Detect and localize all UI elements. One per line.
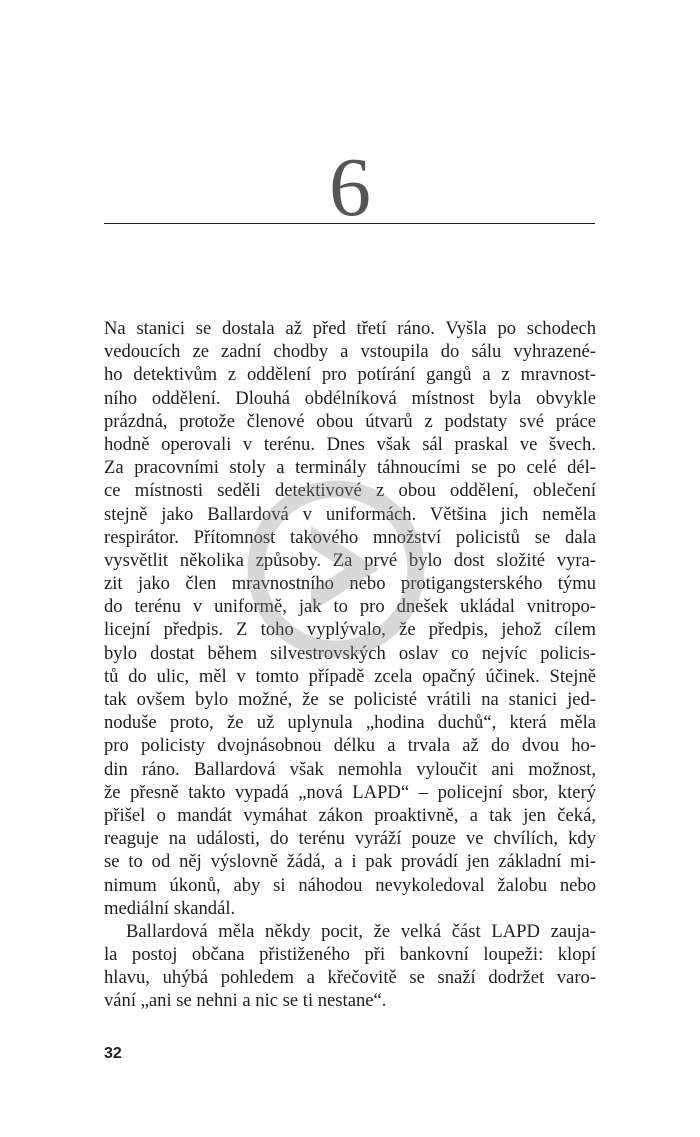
text-line: noduše proto, že už uplynula „hodina duchů“, která měla <box>104 712 596 734</box>
text-line: licejní předpis. Z toho vyplývalo, že předpis, jehož cílem <box>104 619 596 641</box>
paragraph <box>104 920 596 1013</box>
text-line: tak ovšem bylo možné, že se policisté vrátili na stanici jed- <box>104 689 596 710</box>
body-text <box>104 317 596 1013</box>
text-line: respirátor. Přítomnost takového množství policistů se dala <box>104 526 596 548</box>
text-line: mediální skandál. <box>104 897 236 919</box>
text-line: ního oddělení. Dlouhá obdélníková místnost byla obvykle <box>104 387 596 409</box>
text-line: bylo dostat během silvestrovských oslav co nejvíc policis- <box>104 642 596 664</box>
text-line: nimum úkonů, aby si náhodou nevykoledoval žalobu nebo <box>104 874 596 896</box>
text-line: vání „ani se nehni a nic se ti nestane“. <box>104 990 387 1012</box>
chapter-divider <box>104 223 595 224</box>
text-line: ce místnosti seděli detektivové z obou oddělení, oblečení <box>104 480 596 502</box>
paragraph <box>104 317 596 920</box>
text-line: hlavu, uhýbá pohledem a křečovitě se snaží dodržet varo- <box>104 967 596 989</box>
text-line: hodně operovali v terénu. Dnes však sál praskal ve švech. <box>104 433 596 455</box>
text-line: vedoucích ze zadní chodby a vstoupila do sálu vyhrazené- <box>104 341 596 363</box>
text-line: din ráno. Ballardová však nemohla vyloučit ani možnost, <box>104 758 596 780</box>
text-line: Za pracovními stoly a terminály táhnoucími se po celé dél- <box>104 457 596 479</box>
text-line: přišel o mandát vymáhat zákon proaktivně, a tak jen čeká, <box>104 804 596 826</box>
text-line: la postoj občana přistiženého při bankovní loupeži: klopí <box>104 944 596 966</box>
text-line: stejně jako Ballardová v uniformách. Většina jich neměla <box>104 503 596 525</box>
text-line: že přesně takto vypadá „nová LAPD“ – policejní sbor, který <box>104 781 596 803</box>
page-number: 32 <box>104 1045 122 1062</box>
text-line: prázdná, protože členové obou útvarů z podstaty své práce <box>104 410 596 432</box>
text-line: Na stanici se dostala až před třetí ráno. Vyšla po schodech <box>104 318 596 339</box>
text-line: vysvětlit několika způsoby. Za prvé bylo dost složité vyra- <box>104 549 596 571</box>
text-line: pro policisty dvojnásobnou délku a trvala až do dvou ho- <box>104 735 596 757</box>
text-line: Ballardová měla někdy pocit, že velká část LAPD zauja- <box>126 920 596 942</box>
text-line: tů do ulic, měl v tomto případě zcela opačný účinek. Stejně <box>104 665 596 687</box>
text-line: zit jako člen mravnostního nebo protigangsterského týmu <box>104 573 596 595</box>
text-line: do terénu v uniformě, jak to pro dnešek ukládal vnitropo- <box>104 596 596 618</box>
text-line: se to od něj výslovně žádá, a i pak provádí jen základní mi- <box>104 851 596 873</box>
text-line: reaguje na události, do terénu vyráží pouze ve chvílích, kdy <box>104 828 596 850</box>
text-line: ho detektivům z oddělení pro potírání gangů a z mravnost- <box>104 364 596 386</box>
chapter-number: 6 <box>329 141 371 234</box>
